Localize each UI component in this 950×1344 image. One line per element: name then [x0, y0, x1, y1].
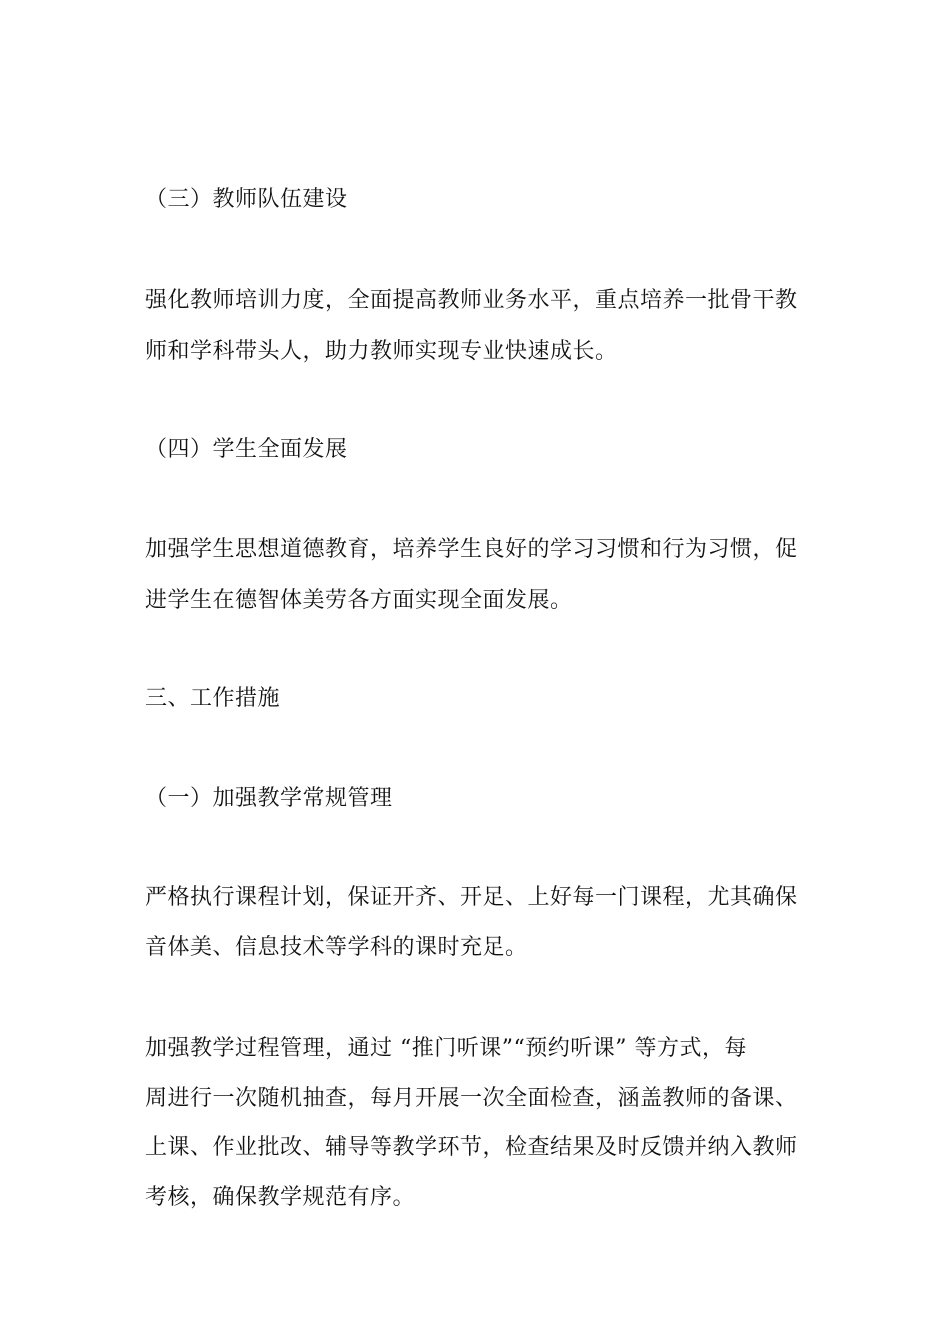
heading-teacher-team: （三）教师队伍建设 — [145, 187, 348, 212]
section-work-measures: 三、工作措施 — [145, 686, 281, 711]
paragraph-student-line-2: 进学生在德智体美劳各方面实现全面发展。 — [145, 588, 573, 613]
paragraph-student-line-1: 加强学生思想道德教育，培养学生良好的学习习惯和行为习惯，促 — [145, 537, 798, 562]
paragraph-process-line-4: 考核，确保教学规范有序。 — [145, 1185, 416, 1210]
heading-teaching-routine: （一）加强教学常规管理 — [145, 786, 393, 811]
paragraph-process-line-2: 周进行一次随机抽查，每月开展一次全面检查，涵盖教师的备课、 — [145, 1086, 798, 1111]
paragraph-process-line-1: 加强教学过程管理，通过 “推门听课”“预约听课” 等方式，每 — [145, 1036, 747, 1061]
paragraph-curriculum-line-2: 音体美、信息技术等学科的课时充足。 — [145, 935, 528, 960]
paragraph-teacher-line-2: 师和学科带头人，助力教师实现专业快速成长。 — [145, 339, 618, 364]
paragraph-process-line-3: 上课、作业批改、辅导等教学环节，检查结果及时反馈并纳入教师 — [145, 1135, 798, 1160]
heading-student-development: （四）学生全面发展 — [145, 437, 348, 462]
paragraph-curriculum-line-1: 严格执行课程计划，保证开齐、开足、上好每一门课程，尤其确保 — [145, 885, 798, 910]
paragraph-teacher-line-1: 强化教师培训力度，全面提高教师业务水平，重点培养一批骨干教 — [145, 288, 798, 313]
